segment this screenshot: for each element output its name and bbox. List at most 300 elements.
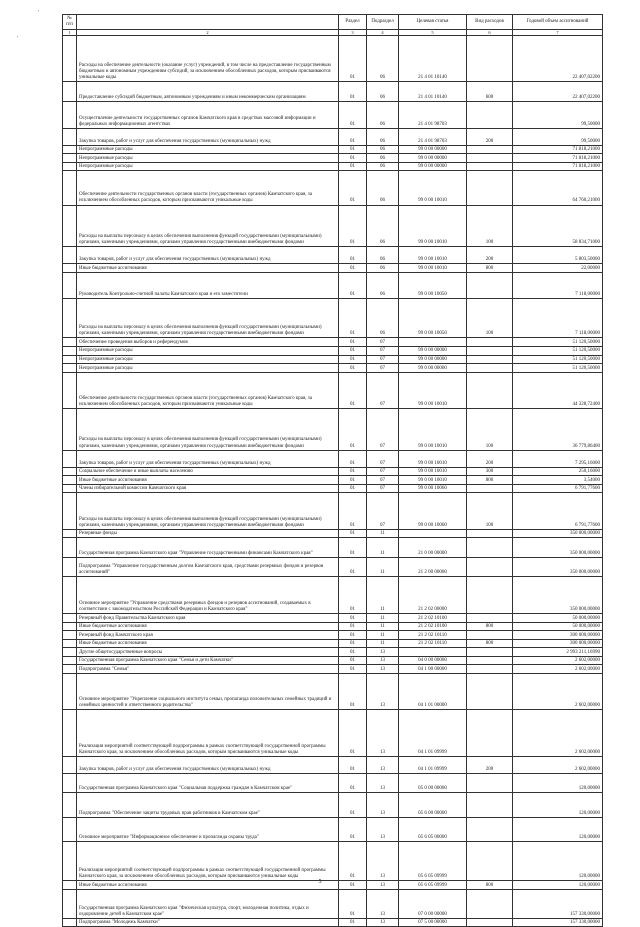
name-cell: Государственная программа Камчатского края "Семья и дети Камчатки" [77, 656, 339, 665]
table-row [63, 145, 603, 154]
amount-cell: 350 000,00000 [513, 529, 603, 538]
vid-cell [467, 577, 513, 614]
amount-cell: 71 818,21000 [513, 154, 603, 163]
num-cell [63, 364, 77, 373]
razdel-cell: 01 [339, 409, 367, 450]
razdel-cell: 01 [339, 622, 367, 631]
razdel-cell: 01 [339, 656, 367, 665]
razdel-cell: 01 [339, 171, 367, 205]
target-cell: 04 1 01 00000 [399, 673, 467, 710]
name-cell: Закупка товаров, работ и услуг для обеспечения государственных (муниципальных) нужд [77, 756, 339, 773]
podrazdel-cell: 06 [367, 171, 399, 205]
name-cell: Иные бюджетные ассигнования [77, 881, 339, 890]
num-cell [63, 272, 77, 299]
num-cell [63, 450, 77, 467]
target-cell: 05 6 05 09999 [399, 881, 467, 890]
num-cell [63, 918, 77, 927]
target-cell: 05 6 05 09999 [399, 842, 467, 881]
vid-cell [467, 364, 513, 373]
vid-cell: 200 [467, 128, 513, 145]
amount-cell: 157 330,00000 [513, 918, 603, 927]
num-cell [63, 36, 77, 82]
amount-cell: 2 602,00000 [513, 656, 603, 665]
amount-cell: 71 818,21000 [513, 145, 603, 154]
table-row [63, 673, 603, 710]
table-row [63, 656, 603, 665]
target-cell: 21 4 01 98703 [399, 101, 467, 128]
podrazdel-cell: 06 [367, 128, 399, 145]
razdel-cell: 01 [339, 364, 367, 373]
razdel-cell: 01 [339, 101, 367, 128]
razdel-cell: 01 [339, 247, 367, 264]
target-cell: 04 1 00 00000 [399, 665, 467, 674]
budget-table-sheet [62, 14, 602, 927]
razdel-cell: 01 [339, 347, 367, 356]
razdel-cell: 01 [339, 918, 367, 927]
podrazdel-cell: 06 [367, 272, 399, 299]
amount-cell: 58 834,71000 [513, 205, 603, 246]
vid-cell [467, 918, 513, 927]
amount-cell: 350 000,00000 [513, 538, 603, 558]
vid-cell [467, 656, 513, 665]
amount-cell: 51 120,50000 [513, 355, 603, 364]
razdel-cell: 01 [339, 128, 367, 145]
amount-cell: 300 000,00000 [513, 631, 603, 640]
name-cell: Члены избирательной комиссии Камчатского края [77, 484, 339, 493]
podrazdel-cell: 13 [367, 881, 399, 890]
vid-cell: 100 [467, 205, 513, 246]
vid-cell: 300 [467, 467, 513, 476]
amount-cell: 250,16000 [513, 467, 603, 476]
table-row [63, 272, 603, 299]
amount-cell: 350 000,00000 [513, 577, 603, 614]
name-cell: Резервный фонд Правительства Камчатского края [77, 614, 339, 623]
name-cell: Обеспечение деятельности государственных органов власти (государственных органов) Камчатского края, за исключением обособленных расходов, которым присваиваются уникальные коды [77, 372, 339, 409]
budget-table [62, 14, 603, 927]
target-cell: 99 0 00 10010 [399, 247, 467, 264]
name-cell: Государственная программа Камчатского края "Физическая культура, спорт, молодежная политика, отдых и оздоровление детей в Камчатском крае" [77, 889, 339, 918]
podrazdel-cell: 13 [367, 773, 399, 793]
podrazdel-cell: 13 [367, 656, 399, 665]
target-cell: 99 0 00 00000 [399, 347, 467, 356]
podrazdel-cell: 11 [367, 577, 399, 614]
name-cell: Резервные фонды [77, 529, 339, 538]
razdel-cell: 01 [339, 557, 367, 577]
podrazdel-cell: 06 [367, 299, 399, 338]
podrazdel-cell: 07 [367, 476, 399, 485]
name-cell: Закупка товаров, работ и услуг для обеспечения государственных (муниципальных) нужд [77, 247, 339, 264]
num-cell [63, 409, 77, 450]
num-cell [63, 622, 77, 631]
column-number: 2 [77, 30, 339, 36]
razdel-cell: 01 [339, 484, 367, 493]
num-cell [63, 264, 77, 273]
amount-cell: 22 407,02200 [513, 36, 603, 82]
column-number: 6 [467, 30, 513, 36]
table-row [63, 264, 603, 273]
podrazdel-cell: 11 [367, 529, 399, 538]
num-cell [63, 476, 77, 485]
razdel-cell: 01 [339, 577, 367, 614]
vid-cell [467, 889, 513, 918]
name-cell: Расходы на обеспечение деятельности (оказание услуг) учреждений, в том числе на предоставление государственным бюджетным и автономным учреждениям субсидий, за исключением обособленных расходов, которым присваиваются уникальные коды [77, 36, 339, 82]
target-cell: 99 0 00 10060 [399, 484, 467, 493]
name-cell: Осуществление деятельности государственных органов Камчатского края в средствах массовой информации и федеральных информационных агентствах [77, 101, 339, 128]
num-cell [63, 889, 77, 918]
razdel-cell: 01 [339, 145, 367, 154]
podrazdel-cell: 07 [367, 467, 399, 476]
razdel-cell: 01 [339, 881, 367, 890]
name-cell: Закупка товаров, работ и услуг для обеспечения государственных (муниципальных) нужд [77, 128, 339, 145]
vid-cell: 800 [467, 639, 513, 648]
target-cell: 21 2 02 00000 [399, 577, 467, 614]
podrazdel-cell: 13 [367, 756, 399, 773]
name-cell: Основное мероприятие "Управление средствами резервных фондов и резервов ассигнований, создаваемых в соответствии с законодательством Российской Федерации и Камчатского края" [77, 577, 339, 614]
vid-cell [467, 538, 513, 558]
razdel-cell: 01 [339, 529, 367, 538]
target-cell: 05 0 00 00000 [399, 773, 467, 793]
name-cell: Основное мероприятие "Укрепление социального института семьи, пропаганда положительных семейных традиций и семейных ценностей и ответственного родительства" [77, 673, 339, 710]
vid-cell [467, 842, 513, 881]
amount-cell: 71 818,21000 [513, 162, 603, 171]
header-num: № п/п [63, 15, 77, 30]
name-cell: Непрограммные расходы [77, 145, 339, 154]
num-cell [63, 101, 77, 128]
amount-cell: 2 602,00000 [513, 673, 603, 710]
vid-cell [467, 793, 513, 817]
razdel-cell: 01 [339, 538, 367, 558]
target-cell: 99 0 00 10050 [399, 299, 467, 338]
table-row [63, 639, 603, 648]
table-row [63, 557, 603, 577]
podrazdel-cell: 06 [367, 205, 399, 246]
target-cell: 21 4 01 10140 [399, 36, 467, 82]
table-row [63, 793, 603, 817]
amount-cell: 6 791,77600 [513, 493, 603, 530]
num-cell [63, 299, 77, 338]
name-cell: Иные бюджетные ассигнования [77, 622, 339, 631]
table-row [63, 299, 603, 338]
amount-cell: 120,00000 [513, 817, 603, 841]
razdel-cell: 01 [339, 493, 367, 530]
target-cell: 99 0 00 10010 [399, 171, 467, 205]
amount-cell: 120,00000 [513, 793, 603, 817]
amount-cell: 7 118,00000 [513, 299, 603, 338]
podrazdel-cell: 07 [367, 450, 399, 467]
vid-cell [467, 171, 513, 205]
podrazdel-cell: 11 [367, 631, 399, 640]
table-row [63, 756, 603, 773]
razdel-cell: 01 [339, 372, 367, 409]
num-cell [63, 493, 77, 530]
amount-cell: 2 602,00000 [513, 710, 603, 756]
amount-cell: 2 602,00000 [513, 756, 603, 773]
table-row [63, 101, 603, 128]
vid-cell [467, 817, 513, 841]
amount-cell: 99,50000 [513, 101, 603, 128]
num-cell [63, 205, 77, 246]
header-amount: Годовой объем ассигнований [513, 15, 603, 30]
header-name [77, 15, 339, 30]
num-cell [63, 648, 77, 657]
target-cell: 21 0 00 00000 [399, 538, 467, 558]
num-cell [63, 538, 77, 558]
vid-cell: 100 [467, 409, 513, 450]
name-cell: Закупка товаров, работ и услуг для обеспечения государственных (муниципальных) нужд [77, 450, 339, 467]
vid-cell [467, 614, 513, 623]
table-row [63, 889, 603, 918]
podrazdel-cell: 06 [367, 145, 399, 154]
num-cell [63, 128, 77, 145]
podrazdel-cell: 11 [367, 622, 399, 631]
name-cell: Руководитель Контрольно-счетной палаты Камчатского края и его заместители [77, 272, 339, 299]
amount-cell: 2 993 211,16990 [513, 648, 603, 657]
num-cell [63, 154, 77, 163]
column-number: 5 [399, 30, 467, 36]
vid-cell [467, 101, 513, 128]
table-row [63, 577, 603, 614]
table-row [63, 614, 603, 623]
podrazdel-cell: 11 [367, 614, 399, 623]
num-cell [63, 793, 77, 817]
razdel-cell: 01 [339, 205, 367, 246]
margin-mark: ' [17, 36, 19, 42]
podrazdel-cell: 06 [367, 264, 399, 273]
num-cell [63, 372, 77, 409]
amount-cell: 64 760,21000 [513, 171, 603, 205]
amount-cell: 22,00000 [513, 264, 603, 273]
name-cell: Социальное обеспечение и иные выплаты населению [77, 467, 339, 476]
vid-cell [467, 162, 513, 171]
razdel-cell: 01 [339, 614, 367, 623]
vid-cell [467, 710, 513, 756]
amount-cell: 51 120,50000 [513, 364, 603, 373]
name-cell: Иные бюджетные ассигнования [77, 264, 339, 273]
vid-cell [467, 773, 513, 793]
name-cell: Непрограммные расходы [77, 355, 339, 364]
table-row [63, 773, 603, 793]
num-cell [63, 529, 77, 538]
table-row [63, 355, 603, 364]
num-cell [63, 614, 77, 623]
num-cell [63, 247, 77, 264]
column-number: 7 [513, 30, 603, 36]
vid-cell [467, 355, 513, 364]
podrazdel-cell: 06 [367, 36, 399, 82]
table-row [63, 648, 603, 657]
vid-cell: 100 [467, 299, 513, 338]
razdel-cell: 01 [339, 36, 367, 82]
num-cell [63, 673, 77, 710]
podrazdel-cell: 13 [367, 817, 399, 841]
vid-cell [467, 145, 513, 154]
podrazdel-cell: 11 [367, 557, 399, 577]
num-cell [63, 631, 77, 640]
table-row [63, 162, 603, 171]
num-cell [63, 817, 77, 841]
podrazdel-cell: 13 [367, 648, 399, 657]
podrazdel-cell: 13 [367, 793, 399, 817]
podrazdel-cell: 07 [367, 364, 399, 373]
target-cell: 05 6 00 00000 [399, 793, 467, 817]
amount-cell: 120,00000 [513, 881, 603, 890]
podrazdel-cell: 07 [367, 372, 399, 409]
name-cell: Государственная программа Камчатского края "Управление государственными финансами Камчатского края" [77, 538, 339, 558]
razdel-cell: 01 [339, 154, 367, 163]
podrazdel-cell: 13 [367, 918, 399, 927]
podrazdel-cell: 11 [367, 538, 399, 558]
column-number: 3 [339, 30, 367, 36]
name-cell: Непрограммные расходы [77, 347, 339, 356]
name-cell: Иные бюджетные ассигнования [77, 476, 339, 485]
vid-cell: 800 [467, 264, 513, 273]
name-cell: Расходы на выплаты персоналу в целях обеспечения выполнения функций государственными (муниципальными) органами, казенными учреждениями, органами управления государственными внебюджетными фондами [77, 493, 339, 530]
table-row [63, 622, 603, 631]
num-cell [63, 162, 77, 171]
num-cell [63, 355, 77, 364]
name-cell: Непрограммные расходы [77, 364, 339, 373]
podrazdel-cell: 13 [367, 710, 399, 756]
name-cell: Расходы на выплаты персоналу в целях обеспечения выполнения функций государственными (муниципальными) органами, казенными учреждениями, органами управления государственными внебюджетными фондами [77, 299, 339, 338]
vid-cell [467, 673, 513, 710]
table-row [63, 467, 603, 476]
header-row [63, 15, 603, 30]
podrazdel-cell: 06 [367, 101, 399, 128]
podrazdel-cell: 13 [367, 665, 399, 674]
num-cell [63, 756, 77, 773]
num-cell [63, 467, 77, 476]
vid-cell: 800 [467, 881, 513, 890]
table-row [63, 347, 603, 356]
vid-cell [467, 272, 513, 299]
amount-cell: 300 000,00000 [513, 639, 603, 648]
column-number: 1 [63, 30, 77, 36]
vid-cell [467, 347, 513, 356]
razdel-cell: 01 [339, 648, 367, 657]
name-cell: Расходы на выплаты персоналу в целях обеспечения выполнения функций государственными (муниципальными) органами, казенными учреждениями, органами управления государственными внебюджетными фондами [77, 409, 339, 450]
name-cell: Реализация мероприятий соответствующей подпрограммы в рамках соответствующей государственной программы Камчатского края, за исключением обособленных расходов, которым присваиваются уникальные коды [77, 842, 339, 881]
table-row [63, 476, 603, 485]
amount-cell: 7 295,16000 [513, 450, 603, 467]
target-cell: 99 0 00 00000 [399, 162, 467, 171]
podrazdel-cell: 07 [367, 347, 399, 356]
vid-cell: 800 [467, 622, 513, 631]
num-cell [63, 347, 77, 356]
name-cell: Государственная программа Камчатского края "Социальная поддержка граждан в Камчатском крае" [77, 773, 339, 793]
podrazdel-cell: 13 [367, 673, 399, 710]
target-cell: 21 2 00 00000 [399, 557, 467, 577]
target-cell: 99 0 00 00000 [399, 145, 467, 154]
vid-cell: 200 [467, 450, 513, 467]
table-row [63, 82, 603, 102]
name-cell: Реализация мероприятий соответствующей подпрограммы в рамках соответствующей государственной программы Камчатского края, за исключением обособленных расходов, которым присваиваются уникальные коды [77, 710, 339, 756]
header-vid: Вид расходов [467, 15, 513, 30]
razdel-cell: 01 [339, 272, 367, 299]
razdel-cell: 01 [339, 162, 367, 171]
name-cell: Непрограммные расходы [77, 162, 339, 171]
table-row [63, 171, 603, 205]
target-cell [399, 529, 467, 538]
vid-cell [467, 484, 513, 493]
podrazdel-cell: 07 [367, 409, 399, 450]
target-cell: 07 5 00 00000 [399, 918, 467, 927]
vid-cell: 200 [467, 247, 513, 264]
target-cell: 99 0 00 10010 [399, 450, 467, 467]
target-cell: 21 4 01 10140 [399, 82, 467, 102]
target-cell: 21 2 02 10110 [399, 631, 467, 640]
vid-cell [467, 557, 513, 577]
target-cell: 21 2 02 10110 [399, 639, 467, 648]
target-cell: 21 2 02 10100 [399, 622, 467, 631]
amount-cell: 3,54000 [513, 476, 603, 485]
target-cell: 05 6 05 00000 [399, 817, 467, 841]
vid-cell: 100 [467, 493, 513, 530]
target-cell: 21 2 02 10100 [399, 614, 467, 623]
razdel-cell: 01 [339, 842, 367, 881]
name-cell: Иные бюджетные ассигнования [77, 639, 339, 648]
num-cell [63, 171, 77, 205]
amount-cell: 120,00000 [513, 842, 603, 881]
header-podrazdel: Подраздел [367, 15, 399, 30]
vid-cell: 600 [467, 82, 513, 102]
amount-cell: 5 803,50000 [513, 247, 603, 264]
table-row [63, 154, 603, 163]
vid-cell [467, 36, 513, 82]
vid-cell: 200 [467, 756, 513, 773]
table-row [63, 665, 603, 674]
header-target: Целевая статья [399, 15, 467, 30]
name-cell: Расходы на выплаты персоналу в целях обеспечения выполнения функций государственными (муниципальными) органами, казенными учреждениями, органами управления государственными внебюджетными фондами [77, 205, 339, 246]
amount-cell: 157 330,00000 [513, 889, 603, 918]
vid-cell [467, 665, 513, 674]
num-cell [63, 665, 77, 674]
target-cell: 04 0 00 00000 [399, 656, 467, 665]
target-cell: 99 0 00 10010 [399, 467, 467, 476]
num-cell [63, 577, 77, 614]
podrazdel-cell: 13 [367, 842, 399, 881]
razdel-cell: 01 [339, 673, 367, 710]
razdel-cell: 01 [339, 773, 367, 793]
table-row [63, 484, 603, 493]
page-number: 5 [318, 879, 322, 885]
target-cell: 99 0 00 10050 [399, 272, 467, 299]
razdel-cell: 01 [339, 756, 367, 773]
margin-mark: ' [38, 10, 40, 16]
table-row [63, 493, 603, 530]
amount-cell: 50 000,00000 [513, 614, 603, 623]
name-cell: Подпрограмма "Управление государственным долгом Камчатского края, средствами резервных фондов и резервов ассигнований" [77, 557, 339, 577]
name-cell: Подпрограмма "Обеспечение защиты трудовых прав работников в Камчатском крае" [77, 793, 339, 817]
target-cell: 04 1 01 09999 [399, 756, 467, 773]
amount-cell: 120,00000 [513, 773, 603, 793]
razdel-cell: 01 [339, 355, 367, 364]
num-cell [63, 557, 77, 577]
amount-cell: 51 120,50000 [513, 338, 603, 347]
target-cell [399, 648, 467, 657]
amount-cell: 44 328,72400 [513, 372, 603, 409]
target-cell: 99 0 00 00000 [399, 355, 467, 364]
name-cell: Резервный фонд Камчатского края [77, 631, 339, 640]
razdel-cell: 01 [339, 338, 367, 347]
num-cell [63, 484, 77, 493]
target-cell: 99 0 00 10010 [399, 372, 467, 409]
vid-cell: 800 [467, 476, 513, 485]
name-cell: Непрограммные расходы [77, 154, 339, 163]
amount-cell: 2 602,00000 [513, 665, 603, 674]
razdel-cell: 01 [339, 665, 367, 674]
table-row [63, 409, 603, 450]
amount-cell: 7 118,00000 [513, 272, 603, 299]
